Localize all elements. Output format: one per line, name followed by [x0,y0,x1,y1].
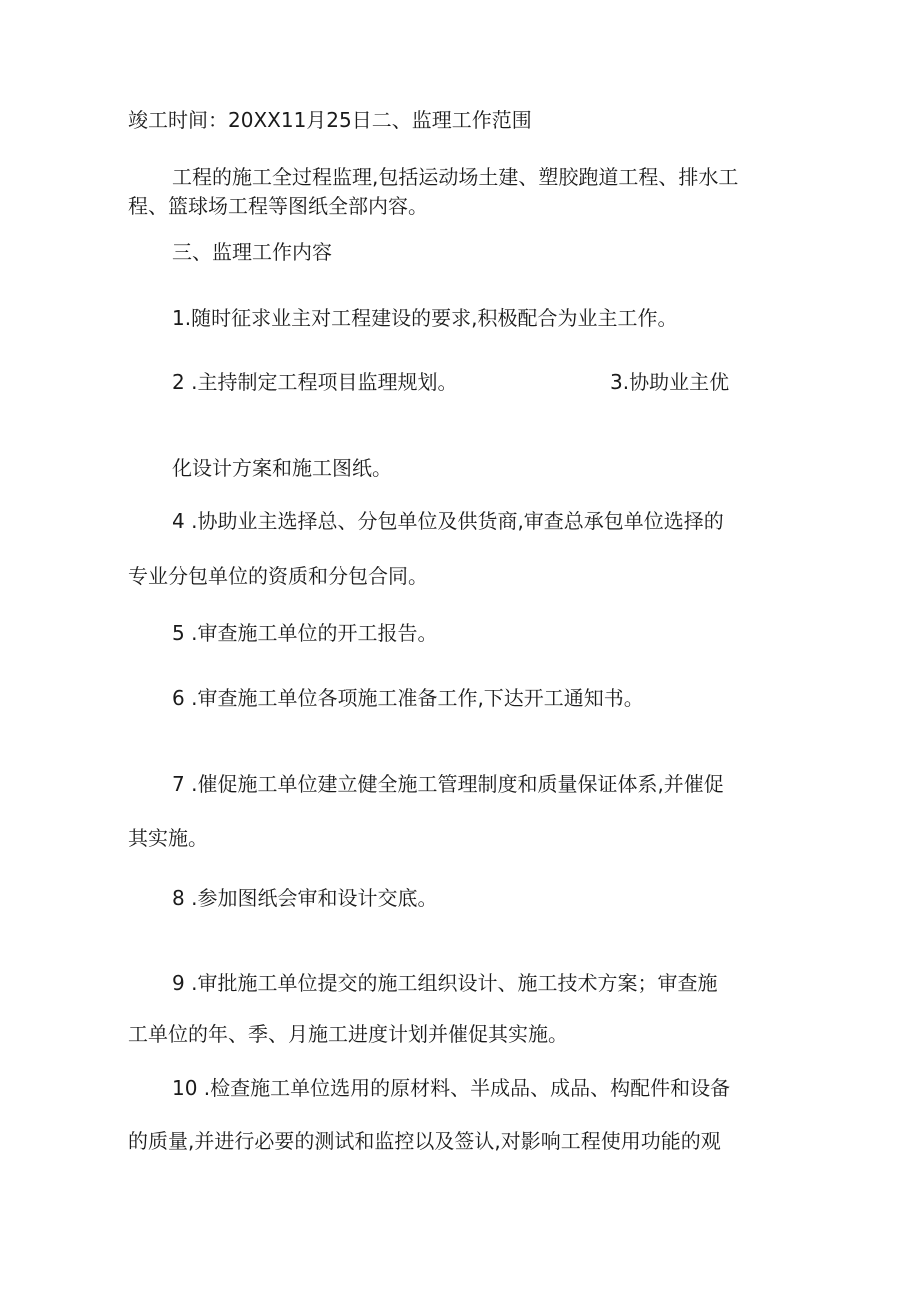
item-5: 5 .审查施工单位的开工报告。 [172,621,438,645]
item-10-line-1: 10 .检查施工单位选用的原材料、半成品、成品、构配件和设备 [172,1076,731,1100]
section-heading-work-content: 三、监理工作内容 [172,240,332,264]
item-6: 6 .审查施工单位各项施工准备工作,下达开工通知书。 [172,686,644,710]
item-1: 1.随时征求业主对工程建设的要求,积极配合为业主工作。 [172,306,678,330]
item-7-line-2: 其实施。 [128,826,208,850]
item-3-continued: 化设计方案和施工图纸。 [172,456,392,480]
scope-paragraph-line-1: 工程的施工全过程监理,包括运动场土建、塑胶跑道工程、排水工 [172,165,739,189]
completion-date-line: 竣工时间：20XX11月25日二、监理工作范围 [128,108,532,132]
item-7-line-1: 7 .催促施工单位建立健全施工管理制度和质量保证体系,并催促 [172,772,724,796]
item-9-line-1: 9 .审批施工单位提交的施工组织设计、施工技术方案；审查施 [172,971,718,995]
item-9-line-2: 工单位的年、季、月施工进度计划并催促其实施。 [128,1022,568,1046]
item-4-line-1: 4 .协助业主选择总、分包单位及供货商,审查总承包单位选择的 [172,509,724,533]
item-2: 2 .主持制定工程项目监理规划。 [172,370,458,394]
item-8: 8 .参加图纸会审和设计交底。 [172,886,438,910]
item-10-line-2: 的质量,并进行必要的测试和监控以及签认,对影响工程使用功能的观 [128,1129,721,1153]
item-3-start: 3.协助业主优 [610,370,730,394]
scope-paragraph-line-2: 程、篮球场工程等图纸全部内容。 [128,194,428,218]
item-4-line-2: 专业分包单位的资质和分包合同。 [128,564,428,588]
